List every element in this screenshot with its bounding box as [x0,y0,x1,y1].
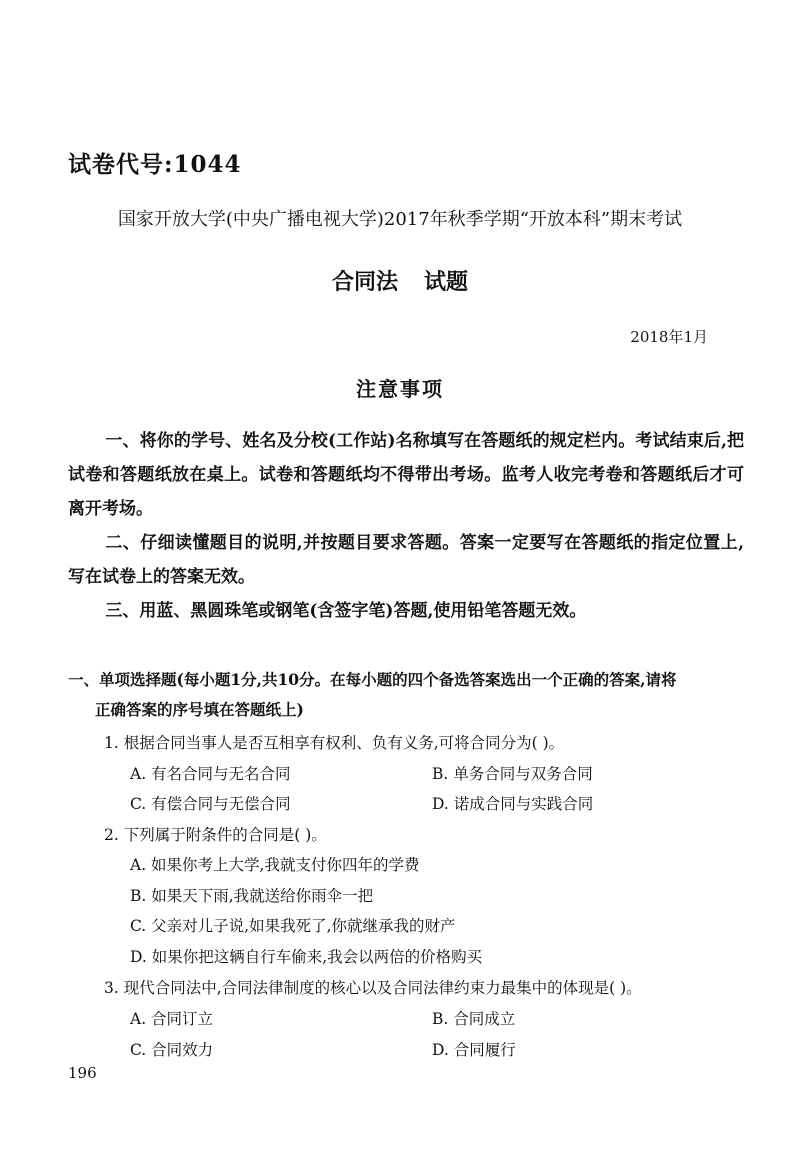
notice-item-3: 三、用蓝、黑圆珠笔或钢笔(含签字笔)答题,使用铅笔答题无效。 [105,601,587,621]
exam-code: 试卷代号:1044 [68,151,242,178]
notice-item-2: 二、仔细读懂题目的说明,并按题目要求答题。答案一定要写在答题纸的指定位置上,写在试卷上的答案无效。 [68,533,744,587]
question-2-option-b: B. 如果天下雨,我就送给你雨伞一把 [130,887,374,905]
question-2-option-c: C. 父亲对儿子说,如果我死了,你就继承我的财产 [130,917,456,935]
question-3-option-a: A. 合同订立 [130,1010,214,1028]
question-2-option-a: A. 如果你考上大学,我就支付你四年的学费 [130,856,420,874]
question-3-stem: 3. 现代合同法中,合同法律制度的核心以及合同法律约束力最集中的体现是( )。 [104,979,642,997]
question-1-option-b: B. 单务合同与双务合同 [432,765,593,783]
section-heading [68,665,748,725]
exam-title [0,265,800,296]
question-2-option-d: D. 如果你把这辆自行车偷来,我会以两倍的价格购买 [130,948,483,966]
question-2-stem: 2. 下列属于附条件的合同是( )。 [104,826,327,844]
question-1-option-c: C. 有偿合同与无偿合同 [130,795,291,813]
page-number: 196 [68,1064,97,1082]
question-3-option-d: D. 合同履行 [432,1041,516,1059]
question-1-option-a: A. 有名合同与无名合同 [130,765,291,783]
question-3-option-c: C. 合同效力 [130,1041,214,1059]
question-1-stem: 1. 根据合同当事人是否互相享有权利、负有义务,可将合同分为( )。 [104,734,565,752]
question-3-option-b: B. 合同成立 [432,1010,516,1028]
section-heading-line1: 一、单项选择题(每小题1分,共10分。在每小题的四个备选答案选出一个正确的答案,请将 [68,670,677,689]
notice-title: 注意事项 [356,377,444,401]
question-1-option-d: D. 诺成合同与实践合同 [432,795,594,813]
exam-header: 国家开放大学(中央广播电视大学)2017年秋季学期“开放本科”期末考试 [117,209,683,230]
notice-item-1: 一、将你的学号、姓名及分校(工作站)名称填写在答题纸的规定栏内。考试结束后,把试卷和答题纸放在桌上。试卷和答题纸均不得带出考场。监考人收完考卷和答题纸后才可离开考场。 [68,431,744,519]
subject-name: 合同法 [331,269,398,295]
section-heading-line2: 正确答案的序号填在答题纸上) [95,700,304,719]
title-kind: 试题 [424,269,469,295]
exam-date: 2018年1月 [630,328,708,346]
